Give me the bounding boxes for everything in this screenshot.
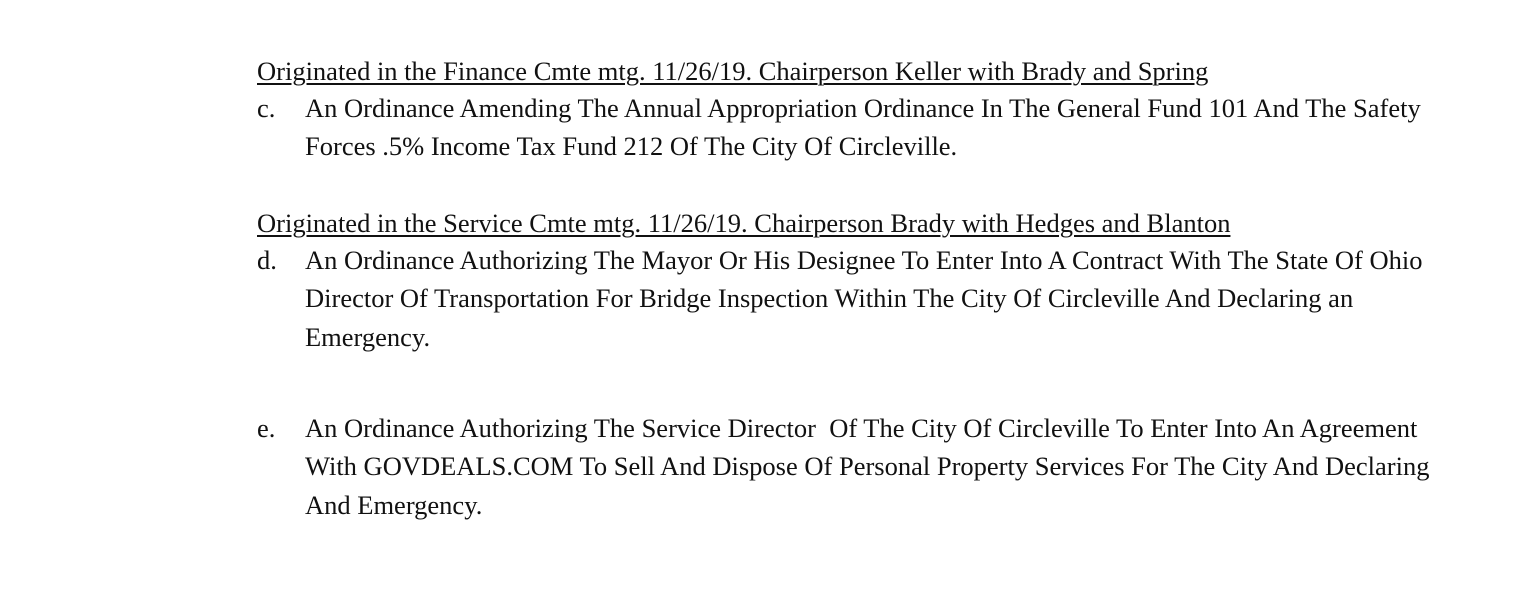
ordinance-item-c <box>257 89 1472 166</box>
item-text: An Ordinance Authorizing The Mayor Or His Designee To Enter Into A Contract With The State Of Ohio Director Of Transportation For Bridge Inspection Within The City Of Circleville And Declaring an Emergency. <box>305 245 1430 352</box>
service-committee-heading: Originated in the Service Cmte mtg. 11/26/19. Chairperson Brady with Hedges and Blanton <box>257 208 1231 238</box>
item-text: An Ordinance Authorizing The Service Director Of The City Of Circleville To Enter Into An Agreement With GOVDEALS.COM To Sell And Dispose Of Personal Property Services For The City And Declaring And Emergency. <box>305 413 1435 520</box>
item-letter: d. <box>257 245 277 275</box>
item-letter: e. <box>257 413 276 443</box>
finance-committee-heading: Originated in the Finance Cmte mtg. 11/26/19. Chairperson Keller with Brady and Spring <box>257 56 1209 86</box>
item-letter: c. <box>257 93 276 123</box>
ordinance-item-d <box>257 241 1472 356</box>
ordinance-item-e <box>257 409 1472 524</box>
item-text: An Ordinance Amending The Annual Appropriation Ordinance In The General Fund 101 And The Safety Forces .5% Income Tax Fund 212 Of The City Of Circleville. <box>305 93 1428 162</box>
